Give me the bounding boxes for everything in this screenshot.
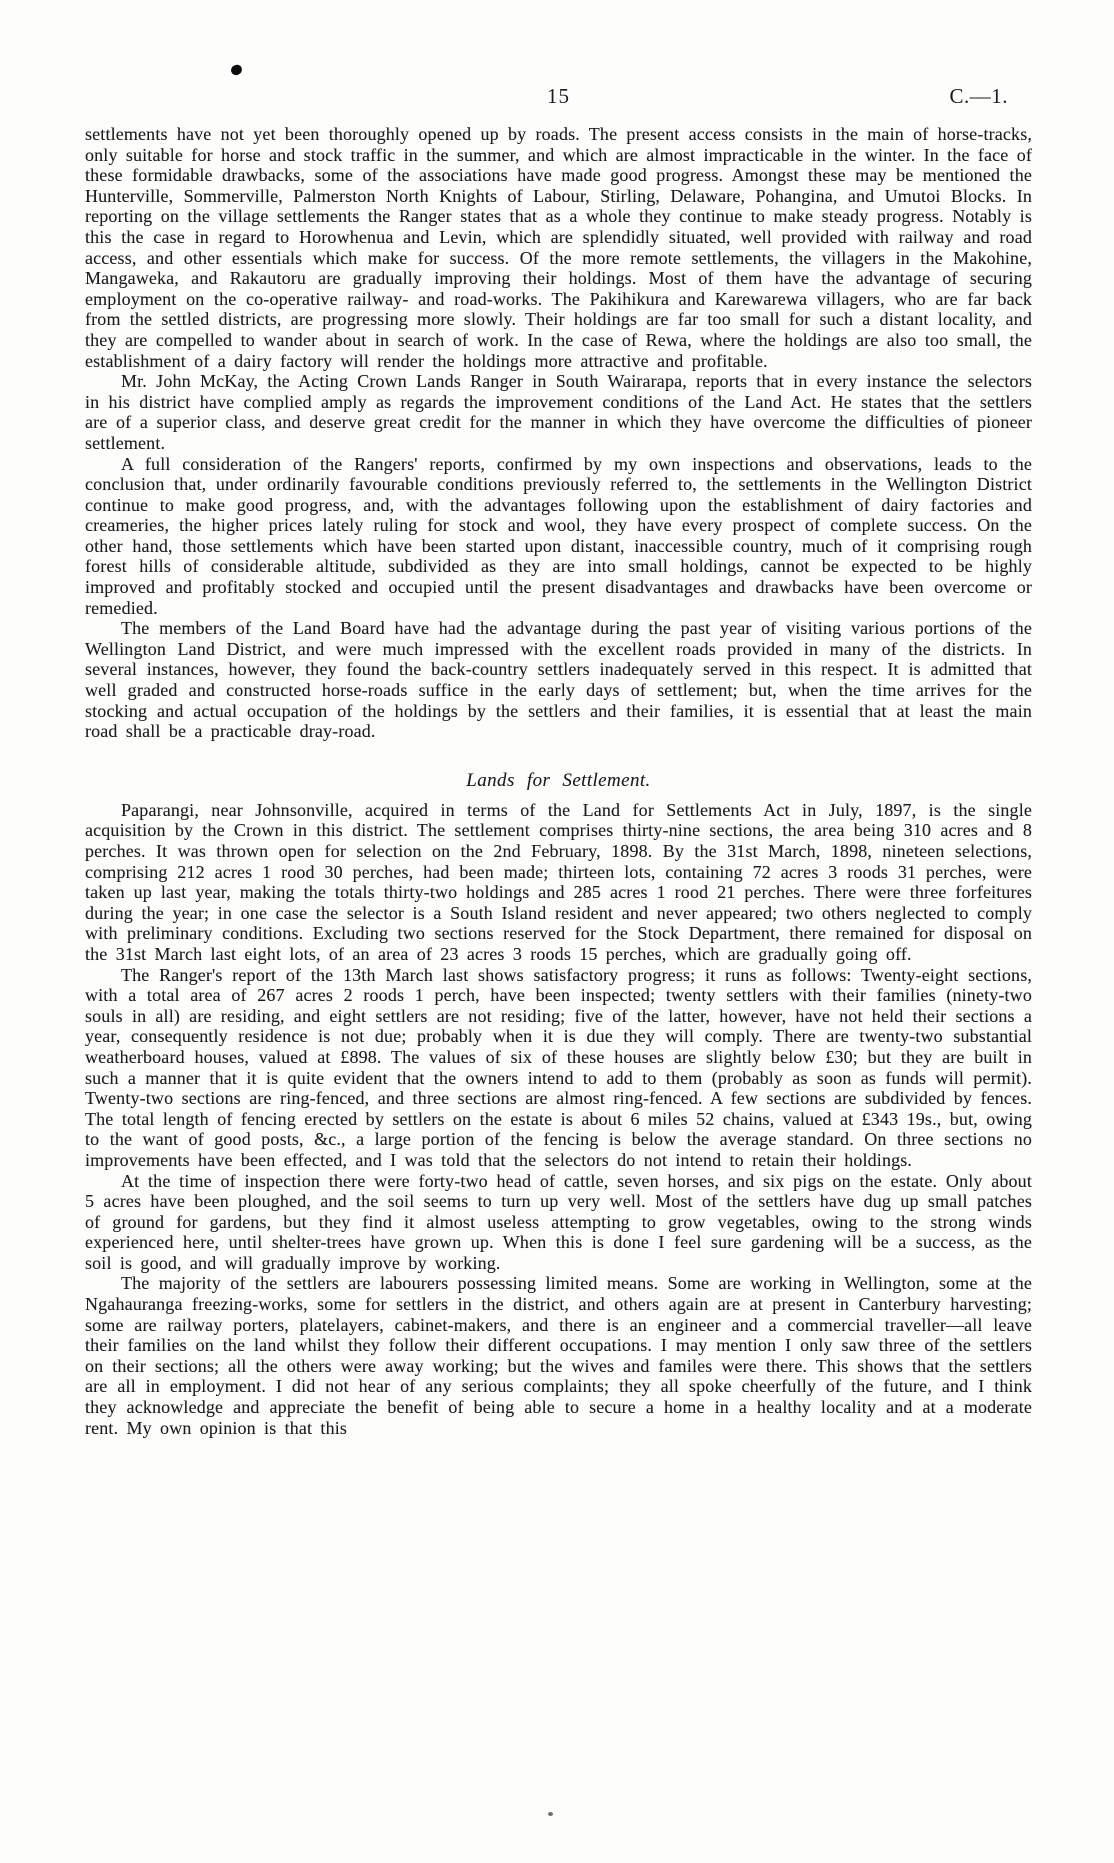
section-heading: Lands for Settlement.: [466, 769, 651, 791]
ink-speck-icon: [548, 1812, 553, 1816]
text-block: [85, 82, 1032, 1438]
paragraph-continuation: settlements have not yet been thoroughly opened up by roads. The present access consists in the main of horse-tracks, only suitable for horse and stock traffic in the summer, and which are almost impracticable in the winter. In the face of these formidable drawbacks, some of the associations have made good progress. Amongst these may be mentioned the Hunterville, Sommerville, Palmerston North Knights of Labour, Stirling, Delaware, Pohangina, and Umutoi Blocks. In reporting on the village settlements the Ranger states that as a whole they continue to make steady progress. Notably is this the case in regard to Horowhenua and Levin, which are splendidly situated, well provided with railway and road access, and other essentials which make for success. Of the more remote settlements, the villagers in the Makohine, Mangaweka, and Rakautoru are gradually improving their holdings. Most of them have the advantage of securing employment on the co-operative railway- and road-works. The Pakihikura and Karewarewa villagers, who are far back from the settled districts, are progressing more slowly. Their holdings are far too small for such a distant locality, and they are compelled to wander about in search of work. In the case of Rewa, where the holdings are also too small, the establishment of a dairy factory will render the holdings more attractive and profitable.: [85, 124, 1032, 371]
report-code: C.—1.: [949, 84, 1008, 108]
running-head: [85, 82, 1032, 110]
ink-dot-icon: [230, 64, 244, 77]
body-text: [85, 124, 1032, 1438]
page-number: 15: [547, 84, 570, 108]
paragraph: Paparangi, near Johnsonville, acquired in terms of the Land for Settlements Act in July, 1897, is the single acquisition by the Crown in this district. The settlement comprises thirty-nine sections, the area being 310 acres and 8 perches. It was thrown open for selection on the 2nd February, 1898. By the 31st March, 1898, nineteen selections, comprising 212 acres 1 rood 30 perches, had been made; thirteen lots, containing 72 acres 3 roods 31 perches, were taken up last year, making the totals thirty-two holdings and 285 acres 1 rood 21 perches. There were three forfeitures during the year; in one case the selector is a South Island resident and never appeared; two others neglected to comply with preliminary conditions. Excluding two sections reserved for the Stock Department, there remained for disposal on the 31st March last eight lots, of an area of 23 acres 3 roods 15 perches, which are gradually going off.: [85, 799, 1032, 964]
paragraph: Mr. John McKay, the Acting Crown Lands Ranger in South Wairarapa, reports that in every instance the selectors in his district have complied amply as regards the improvement conditions of the Land Act. He states that the settlers are of a superior class, and deserve great credit for the manner in which they have overcome the difficulties of pioneer settlement.: [85, 371, 1032, 453]
paragraph: The members of the Land Board have had the advantage during the past year of visiting various portions of the Wellington Land District, and were much impressed with the excellent roads provided in many of the districts. In several instances, however, they found the back-country settlers inadequately served in this respect. It is admitted that well graded and constructed horse-roads suffice in the early days of settlement; but, when the time arrives for the stocking and actual occupation of the holdings by the settlers and their families, it is essential that at least the main road shall be a practicable dray-road.: [85, 618, 1032, 742]
paragraph: At the time of inspection there were forty-two head of cattle, seven horses, and six pigs on the estate. Only about 5 acres have been ploughed, and the soil seems to turn up very well. Most of the settlers have dug up small patches of ground for gardens, but they find it almost useless attempting to grow vegetables, owing to the strong winds experienced here, until shelter-trees have grown up. When this is done I feel sure gardening will be a success, as the soil is good, and will gradually improve by working.: [85, 1170, 1032, 1273]
paragraph: The majority of the settlers are labourers possessing limited means. Some are working in Wellington, some at the Ngahauranga freezing-works, some for settlers in the district, and others again are at present in Canterbury harvesting; some are railway porters, platelayers, cabinet-makers, and there is an engineer and a commercial traveller—all leave their families on the land whilst they follow their different occupations. I may mention I only saw three of the settlers on their sections; all the others were away working; but the wives and familes were there. This shows that the settlers are all in employment. I did not hear of any serious complaints; they all spoke cheerfully of the future, and I think they acknowledge and appreciate the benefit of being able to secure a home in a healthy locality and at a moderate rent. My own opinion is that this: [85, 1273, 1032, 1438]
paragraph: The Ranger's report of the 13th March last shows satisfactory progress; it runs as follows: Twenty-eight sections, with a total area of 267 acres 2 roods 1 perch, have been inspected; twenty settlers with their families (ninety-two souls in all) are residing, and eight settlers are not residing; five of the latter, however, have not held their sections a year, consequently residence is not due; probably when it is due they will comply. There are twenty-two substantial weatherboard houses, valued at £898. The values of six of these houses are slightly below £30; but they are built in such a manner that it is quite evident that the owners intend to add to them (probably as soon as funds will permit). Twenty-two sections are ring-fenced, and three sections are almost ring-fenced. A few sections are subdivided by fences. The total length of fencing erected by settlers on the estate is about 6 miles 52 chains, valued at £343 19s., but, owing to the want of good posts, &c., a large portion of the fencing is below the average standard. On three sections no improvements have been effected, and I was told that the selectors do not intend to retain their holdings.: [85, 964, 1032, 1170]
paragraph: A full consideration of the Rangers' reports, confirmed by my own inspections and observations, leads to the conclusion that, under ordinarily favourable conditions previously referred to, the settlements in the Wellington District continue to make good progress, and, with the advantages following upon the establishment of dairy factories and creameries, the higher prices lately ruling for stock and wool, they have every prospect of complete success. On the other hand, those settlements which have been started upon distant, inaccessible country, much of it comprising rough forest hills of considerable altitude, subdivided as they are into small holdings, cannot be expected to be highly improved and profitably stocked and occupied until the present disadvantages and drawbacks have been overcome or remedied.: [85, 453, 1032, 618]
